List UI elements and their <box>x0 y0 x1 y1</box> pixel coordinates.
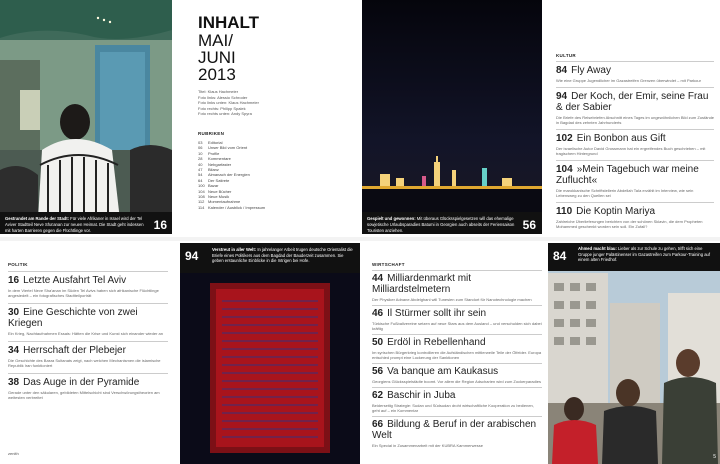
photo2-caption-text: Mit überaus Glücksspielgesetzen will das ehemalige sowjetische Urlaubsparadies Batumi in Georgien auch abseits der Feriensaison Touristen anziehen. <box>367 216 515 233</box>
issue-month-1: MAI/ <box>198 31 233 50</box>
contents-title: INHALT <box>198 13 260 32</box>
list-item[interactable]: 102 Ein Bonbon aus Gift Der israelische Autor David Grossmann hat ein ergreifendes Buch geschrieben – mit tragischem Hintergrund <box>556 129 714 160</box>
photo2-page-number: 56 <box>522 218 536 232</box>
credit-line: Foto rechts: Philipp Spalek <box>198 105 246 111</box>
wirtschaft-list <box>372 270 542 451</box>
list-item[interactable]: 104 »Mein Tagebuch war meine Zuflucht« Die marokkanische Schriftstellerin Abdellah Taïa erzählt im Interview, wie sein Lebensweg zu den Quellen sei <box>556 160 714 202</box>
list-item[interactable]: 84 Fly Away Wie eine Gruppe Jugendlicher im Gazastreifen Grenzen überwindet – mit Parkour <box>556 61 714 87</box>
rubrik-row[interactable]: 47 Bilanz <box>198 167 219 173</box>
list-item[interactable]: 56 Va banque am Kaukasus Georgiens Glücksspielstädte boomt. Vor allem die Region Adscharien wird zum Zockerparadies <box>372 363 542 387</box>
rubrik-row[interactable]: 40 Nebgarfaster <box>198 161 232 167</box>
photo4-page-number: 84 <box>553 249 567 263</box>
credit-line: Foto rechts unten: Andy Spyra <box>198 111 252 117</box>
kultur-label: KULTUR <box>556 53 576 58</box>
rubrik-row[interactable]: 100 Bazar <box>198 183 219 189</box>
credit-line: Titel: Klaus Hachmeier <box>198 89 239 94</box>
photo1-caption <box>0 212 172 234</box>
photo2-caption <box>362 212 542 234</box>
credit-line: Foto links: Alessio Schroder <box>198 94 248 100</box>
rubrik-row[interactable]: 03 Editorial <box>198 140 223 145</box>
photo1-caption-bold: Gestrandet am Rande der Stadt: <box>5 216 69 221</box>
photo1-caption-text: Für viele Afrikaner in Israel wird der Tel Aviver Stadtteil Neve Sha'anan zur neuen Heimat. Die Stadt geht indessen mit harten Barrieren gegen die Flüchtlinge vor. <box>5 216 144 233</box>
rubriken-label: RUBRIKEN <box>198 131 225 136</box>
photo-manuscript <box>180 243 360 464</box>
rubrik-row[interactable]: 108 Neue Musik <box>198 194 230 200</box>
politik-label: POLITIK <box>8 262 28 267</box>
kultur-list <box>556 61 714 233</box>
photo2-caption-bold: Gespielt und gewonnen: <box>367 216 416 221</box>
list-item[interactable]: 34 Herrschaft der Plebejer Die Geschichte des Basra Sultanats zeigt, nach welchen Mechanismen die islamische Republik Iran funktioniert <box>8 341 168 373</box>
list-item[interactable]: 110 Die Koptin Mariya Zahlreiche Überlieferungen berichten von der schönen Sklavin, die dem Propheten Mohammed geschenkt worden sein soll. Ein Zufall? <box>556 202 714 233</box>
list-item[interactable]: 62 Baschir in Juba Beiderseitig Strategie: Sudan und Südsudan droht wirtschaftliche Kooperation zu bedienen, geht auf – ein Kommentar <box>372 387 542 416</box>
photo-refugee <box>0 0 172 234</box>
issue-month-2: JUNI <box>198 48 236 67</box>
refugee-scene-image <box>0 0 172 234</box>
list-item[interactable]: 50 Erdöl in Rebellenhand Im syrischen Bürgerkrieg kontrollieren die Aufständischen mittlerweile Teile der Ölfelder. Europa entschied prompt eine Lockerung der Sanktionen <box>372 334 542 363</box>
list-item[interactable]: 38 Das Auge in der Pyramide Gerade unter den säkularen, gebildeten Mittelschicht sind Verschwörungstheorien am weitesten verbreitet <box>8 373 168 405</box>
photo3-caption <box>180 243 360 273</box>
rubrik-row[interactable]: 10 Profile <box>198 150 220 156</box>
parkour-group-image <box>548 243 720 464</box>
list-item[interactable]: 46 Il Stürmer sollt ihr sein Türkische Fußballvereine setzen auf neue Stars aus dem Ausland – und verschulden sich dabei kräftig <box>372 305 542 334</box>
photo4-caption-bold: Ahmed macht blau: <box>578 246 617 251</box>
photo3-page-number: 94 <box>185 249 199 263</box>
photo3-caption-bold: Verstreut in aller Welt: <box>212 247 257 252</box>
rubrik-row[interactable]: 114 Kalender / Ausblick / Impressum <box>198 204 266 210</box>
photo-batumi <box>362 0 542 234</box>
photo1-page-number: 16 <box>153 218 167 232</box>
rubrik-row[interactable]: 06 Unser Bild vom Orient <box>198 145 248 151</box>
wirtschaft-label: WIRTSCHAFT <box>372 262 405 267</box>
batumi-night-image <box>362 0 542 234</box>
list-item[interactable]: 66 Bildung & Beruf in der arabischen Welt Ein Special in Zusammenarbeit mit der KUBRA Kammerwesse <box>372 416 542 451</box>
photo3-caption-text: In jahrelanger Arbeit trugen deutsche Orientalist die Briefe eines Politikers aus dem Bagdad der Bauderzeit zusammen. Sie geben erstaunliche Einblicke in die Intrigen bei Hofe. <box>212 247 353 264</box>
photo4-caption-text: Lieber als zur Schule zu gehen, trifft sich eine Gruppe junger Palästinenser im Gazastreifen zum Parkour-Training auf einem alten Friedhof. <box>578 246 711 263</box>
list-item[interactable]: 94 Der Koch, der Emir, seine Frau & der Sabier Die Briefe des Reisebriefen Abschnitt eines Tages im ungewöhnlichen Bild zum Zustände in Bagdad des zehnten Jahrhunderts <box>556 87 714 129</box>
photo-credits <box>198 89 348 117</box>
spread-divider <box>0 237 720 241</box>
footer-brand: zenith <box>8 451 19 456</box>
photo4-caption <box>548 243 720 271</box>
list-item[interactable]: 44 Milliardenmarkt mit Milliardstelmetern Der Physiker Adnane Abdelghani will Tunesien zum Standort für Nanotechnologie machen <box>372 270 542 305</box>
contents-title-block <box>198 14 358 83</box>
rubrik-row[interactable]: 28 Kommentare <box>198 156 231 162</box>
rubrik-row[interactable]: 104 Neue Bücher <box>198 188 232 194</box>
photo-parkour <box>548 243 720 464</box>
page-number-right: 5 <box>713 454 716 460</box>
issue-year: 2013 <box>198 65 236 84</box>
rubriken-list <box>198 140 348 210</box>
credit-line: Foto links unten: Klaus Hachmeier <box>198 100 259 106</box>
rubrik-row[interactable]: 64 Der Satirete <box>198 177 230 183</box>
list-item[interactable]: 16 Letzte Ausfahrt Tel Aviv In dem Viertel Neve Sha'anan im Süden Tel Avivs haben sich afrikanische Flüchtlinge angesiedelt – ein fotografisches Stadtteilporträt <box>8 271 168 303</box>
list-item[interactable]: 30 Eine Geschichte von zwei Kriegen Ein Krieg, Nachtaufnahmen Essais: Hätten die Krise und Kunst sich einander wieder an <box>8 303 168 341</box>
manuscript-image <box>180 243 360 464</box>
rubrik-row[interactable]: 112 Momentaufnahme <box>198 199 241 205</box>
rubrik-row[interactable]: 54 Almanach der Energien <box>198 172 250 178</box>
politik-list <box>8 271 168 405</box>
